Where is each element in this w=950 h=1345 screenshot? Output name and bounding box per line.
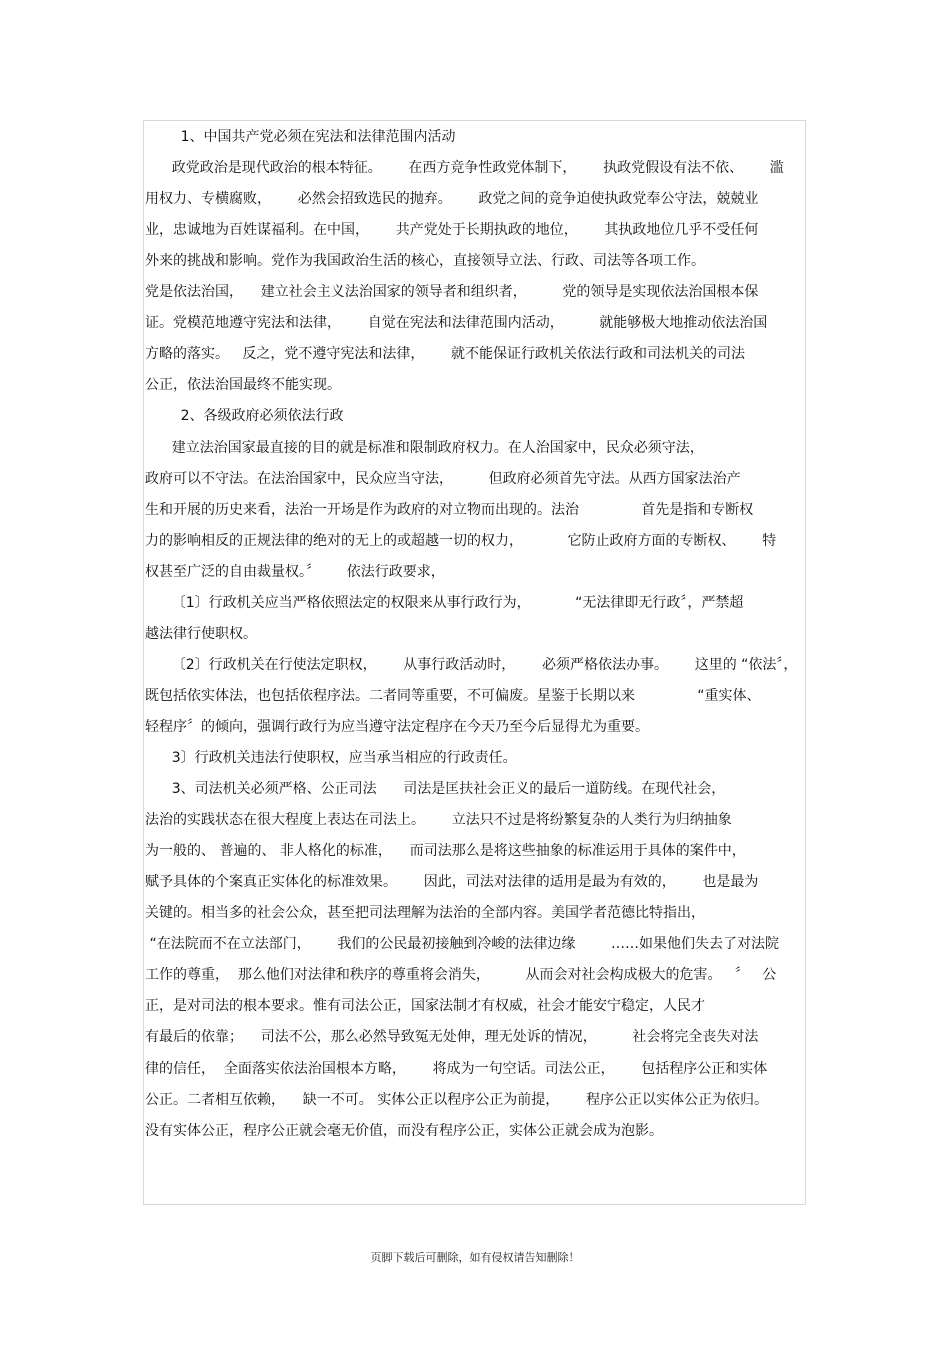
text-line: 法治的实践状态在很大程度上表达在司法上。 立法只不过是将纷繁复杂的人类行为归纳抽象 (145, 812, 732, 828)
text-line: 权甚至广泛的自由裁量权。〞 依法行政要求， (145, 564, 445, 580)
text-line: 公正。二者相互依赖， 缺一不可。 实体公正以程序公正为前提， 程序公正以实体公正为依归。 (145, 1092, 768, 1108)
text-line: 方略的落实。 反之，党不遵守宪法和法律， 就不能保证行政机关依法行政和司法机关的司法 (145, 346, 746, 362)
text-line: 力的影响相反的正规法律的绝对的无上的或超越一切的权力， 它防止政府方面的专断权、 特 (145, 533, 777, 549)
text-line: 没有实体公正，程序公正就会毫无价值，而没有程序公正，实体公正就会成为泡影。 (145, 1123, 663, 1139)
text-line: 党是依法治国， 建立社会主义法治国家的领导者和组织者， 党的领导是实现依法治国根本保 (145, 284, 759, 300)
text-line: 律的信任， 全面落实依法治国根本方略， 将成为一句空话。司法公正， 包括程序公正和实体 (145, 1061, 768, 1077)
text-line: 为一般的、 普遍的、 非人格化的标准， 而司法那么是将这些抽象的标准运用于具体的案件中， (145, 843, 746, 859)
page-footer: 页脚下载后可删除，如有侵权请告知删除！ (370, 1251, 580, 1264)
text-line: 赋予具体的个案真正实体化的标准效果。 因此，司法对法律的适用是最为有效的， 也是最为 (145, 874, 759, 890)
text-line: 〔2〕行政机关在行使法定职权， 从事行政活动时， 必须严格依法办事。 这里的 “依法〞， (145, 657, 798, 673)
text-line: 政府可以不守法。在法治国家中，民众应当守法， 但政府必须首先守法。从西方国家法治产 (145, 471, 741, 487)
text-line: 外来的挑战和影响。党作为我国政治生活的核心，直接领导立法、行政、司法等各项工作。 (145, 253, 705, 269)
text-line: 关键的。相当多的社会公众，甚至把司法理解为法治的全部内容。美国学者范德比特指出， (145, 905, 705, 921)
text-line: 公正，依法治国最终不能实现。 (145, 377, 341, 393)
text-line: 建立法治国家最直接的目的就是标准和限制政府权力。在人治国家中，民众必须守法， (145, 440, 704, 456)
text-line: 政党政治是现代政治的根本特征。 在西方竞争性政党体制下， 执政党假设有法不依、 滥 (145, 160, 784, 176)
text-line: 正，是对司法的根本要求。惟有司法公正，国家法制才有权威，社会才能安宁稳定，人民才 (145, 998, 705, 1014)
text-line: 用权力、专横腐败， 必然会招致选民的抛弃。 政党之间的竞争迫使执政党奉公守法，兢兢业 (145, 191, 759, 207)
text-line: 2、各级政府必须依法行政 (145, 408, 344, 424)
text-line: 生和开展的历史来看，法治一开场是作为政府的对立物而出现的。法治 首先是指和专断权 (145, 502, 754, 518)
text-line: “在法院而不在立法部门， 我们的公民最初接触到冷峻的法律边缘 ……如果他们失去了对法院 (145, 936, 780, 952)
text-line: 1、中国共产党必须在宪法和法律范围内活动 (145, 129, 456, 145)
text-line: 有最后的依靠； 司法不公，那么必然导致冤无处伸，理无处诉的情况， 社会将完全丧失对法 (145, 1029, 759, 1045)
text-line: 3〕行政机关违法行使职权，应当承当相应的行政责任。 (145, 750, 517, 766)
text-line: 既包括依实体法，也包括依程序法。二者同等重要，不可偏废。星鉴于长期以来 “重实体、 (145, 688, 761, 704)
text-line: 3、司法机关必须严格、公正司法 司法是匡扶社会正义的最后一道防线。在现代社会， (145, 781, 726, 797)
text-line: 证。党模范地遵守宪法和法律， 自觉在宪法和法律范围内活动， 就能够极大地推动依法治国 (145, 315, 768, 331)
text-line: 业，忠诚地为百姓谋福利。在中国， 共产党处于长期执政的地位， 其执政地位几乎不受任何 (145, 222, 759, 238)
text-line: 越法律行使职权。 (145, 626, 257, 642)
text-line: 〔1〕行政机关应当严格依照法定的权限来从事行政行为， “无法律即无行政〞，严禁超 (145, 595, 744, 611)
text-line: 工作的尊重， 那么他们对法律和秩序的尊重将会消失， 从而会对社会构成极大的危害。 〞 公 (145, 967, 777, 983)
text-line: 轻程序〞的倾向，强调行政行为应当遵守法定程序在今天乃至今后显得尤为重要。 (145, 719, 649, 735)
